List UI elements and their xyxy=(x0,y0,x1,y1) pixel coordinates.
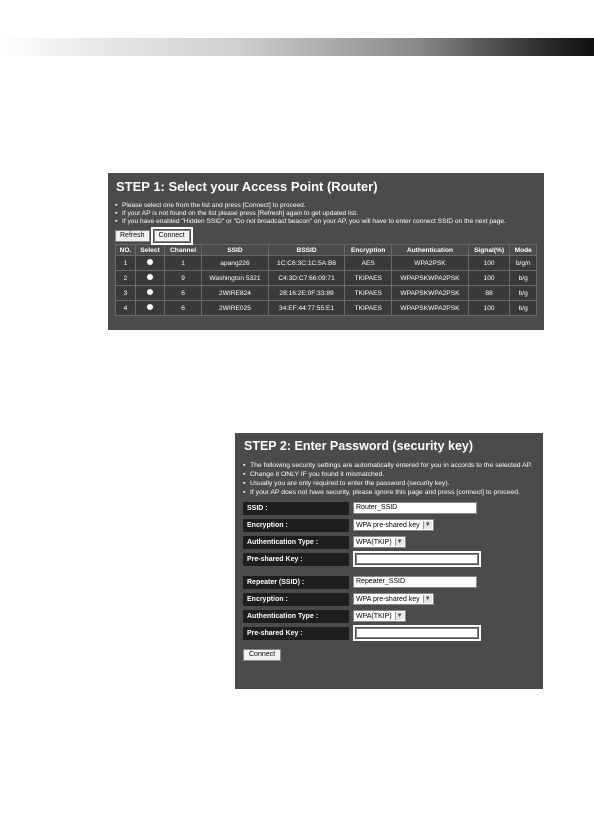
cell-channel: 9 xyxy=(165,271,202,286)
chevron-down-icon: ▼ xyxy=(395,538,404,546)
cell-no: 1 xyxy=(116,256,136,271)
ssid-row xyxy=(243,501,535,515)
cell-mode: b/g xyxy=(510,271,537,286)
step1-title: STEP 1: Select your Access Point (Router) xyxy=(116,179,378,194)
chevron-down-icon: ▼ xyxy=(423,595,432,603)
cell-encryption: AES xyxy=(345,256,392,271)
column-header-bssid: BSSID xyxy=(268,245,344,256)
repeater-encryption-row xyxy=(243,592,535,606)
cell-encryption: TKIPAES xyxy=(345,271,392,286)
cell-signal: 100 xyxy=(468,271,510,286)
column-header-encryption: Encryption xyxy=(345,245,392,256)
repeater-preshared-key-highlight xyxy=(353,625,481,641)
repeater-preshared-key-label: Pre-shared Key : xyxy=(243,627,349,640)
cell-authentication: WPAPSKWPA2PSK xyxy=(392,301,468,316)
step1-bullet: ▪ Please select one from the list and press [Connect] to proceed. xyxy=(115,202,537,210)
step2-panel xyxy=(235,433,543,689)
cell-select xyxy=(135,286,164,301)
step1-bullet: ▪ If your AP is not found on the list please press [Refresh] again to get updated list. xyxy=(115,210,537,218)
cell-signal: 100 xyxy=(468,301,510,316)
preshared-key-row xyxy=(243,552,535,566)
column-header-select: Select xyxy=(135,245,164,256)
select-radio[interactable] xyxy=(147,259,153,265)
step2-title: STEP 2: Enter Password (security key) xyxy=(244,439,474,453)
step2-connect-button[interactable]: Connect xyxy=(243,649,281,661)
preshared-key-label: Pre-shared Key : xyxy=(243,553,349,566)
ssid-label: SSID : xyxy=(243,502,349,515)
cell-no: 2 xyxy=(116,271,136,286)
cell-ssid: 2WIRE824 xyxy=(202,286,269,301)
cell-bssid: 28:16:2E:0F:33:89 xyxy=(268,286,344,301)
repeater-auth-type-select[interactable] xyxy=(353,610,406,622)
ssid-input[interactable]: Router_SSID xyxy=(353,502,477,514)
column-header-signal: Signal(%) xyxy=(468,245,510,256)
preshared-key-highlight xyxy=(353,551,481,567)
access-point-table xyxy=(115,244,537,316)
refresh-button[interactable]: Refresh xyxy=(115,230,150,242)
column-header-channel: Channel xyxy=(165,245,202,256)
step1-instructions xyxy=(115,202,537,226)
cell-ssid: 2WIRE025 xyxy=(202,301,269,316)
auth-type-select-value: WPA(TKIP) xyxy=(356,538,392,546)
cell-encryption: TKIPAES xyxy=(345,301,392,316)
table-row[interactable] xyxy=(116,286,537,301)
step2-bullet: ▪ Usually you are only required to enter the password (security key). xyxy=(243,480,535,488)
cell-no: 4 xyxy=(116,301,136,316)
select-radio[interactable] xyxy=(147,274,153,280)
auth-type-label: Authentication Type : xyxy=(243,536,349,549)
encryption-label: Encryption : xyxy=(243,519,349,532)
preshared-key-input[interactable] xyxy=(356,554,478,564)
cell-channel: 6 xyxy=(165,286,202,301)
repeater-auth-type-row xyxy=(243,609,535,623)
repeater-encryption-label: Encryption : xyxy=(243,593,349,606)
connect-button[interactable]: Connect xyxy=(154,230,190,242)
cell-channel: 6 xyxy=(165,301,202,316)
cell-bssid: 1C:C6:3C:1C:5A:B6 xyxy=(268,256,344,271)
repeater-ssid-label: Repeater (SSID) : xyxy=(243,576,349,589)
cell-mode: b/g xyxy=(510,286,537,301)
cell-bssid: 34:EF:44:77:55:E1 xyxy=(268,301,344,316)
encryption-row xyxy=(243,518,535,532)
step1-bullet: ▪ If you have enabled "Hidden SSID" or "Do not broadcast beacon" on your AP, you will have to enter connect SSID on the next page. xyxy=(115,218,537,226)
table-row[interactable] xyxy=(116,301,537,316)
auth-type-row xyxy=(243,535,535,549)
select-radio[interactable] xyxy=(147,289,153,295)
table-row[interactable] xyxy=(116,271,537,286)
cell-authentication: WPAPSKWPA2PSK xyxy=(392,286,468,301)
encryption-select[interactable] xyxy=(353,519,434,531)
cell-ssid: Washington 5321 xyxy=(202,271,269,286)
cell-bssid: C4:3D:C7:66:09:71 xyxy=(268,271,344,286)
cell-signal: 88 xyxy=(468,286,510,301)
step1-panel xyxy=(108,173,544,330)
cell-authentication: WPA2PSK xyxy=(392,256,468,271)
chevron-down-icon: ▼ xyxy=(423,521,432,529)
cell-no: 3 xyxy=(116,286,136,301)
cell-mode: b/g xyxy=(510,301,537,316)
step1-button-row xyxy=(115,229,537,242)
cell-ssid: apang226 xyxy=(202,256,269,271)
cell-channel: 1 xyxy=(165,256,202,271)
cell-mode: b/g/n xyxy=(510,256,537,271)
cell-authentication: WPAPSKWPA2PSK xyxy=(392,271,468,286)
column-header-no: NO. xyxy=(116,245,136,256)
step2-bullet: ▪ If your AP does not have security, please ignore this page and press [connect] to proceed. xyxy=(243,489,535,497)
cell-signal: 100 xyxy=(468,256,510,271)
repeater-ssid-row xyxy=(243,575,535,589)
repeater-encryption-select[interactable] xyxy=(353,593,434,605)
cell-select xyxy=(135,256,164,271)
cell-select xyxy=(135,271,164,286)
repeater-preshared-key-row xyxy=(243,626,535,640)
column-header-mode: Mode xyxy=(510,245,537,256)
column-header-ssid: SSID xyxy=(202,245,269,256)
column-header-authentication: Authentication xyxy=(392,245,468,256)
repeater-preshared-key-input[interactable] xyxy=(356,628,478,638)
cell-select xyxy=(135,301,164,316)
step2-bullet: ▪ The following security settings are automatically entered for you in accords to the selected AP. xyxy=(243,462,535,470)
table-header-row xyxy=(116,245,537,256)
repeater-ssid-input[interactable]: Repeater_SSID xyxy=(353,576,477,588)
repeater-encryption-select-value: WPA pre-shared key xyxy=(356,595,420,603)
chevron-down-icon: ▼ xyxy=(395,612,404,620)
table-row[interactable] xyxy=(116,256,537,271)
select-radio[interactable] xyxy=(147,304,153,310)
cell-encryption: TKIPAES xyxy=(345,286,392,301)
repeater-auth-type-label: Authentication Type : xyxy=(243,610,349,623)
repeater-auth-type-select-value: WPA(TKIP) xyxy=(356,612,392,620)
step2-instructions xyxy=(243,462,535,497)
auth-type-select[interactable] xyxy=(353,536,406,548)
step2-bullet: ▪ Change it ONLY IF you found it mismatched. xyxy=(243,471,535,479)
header-gradient-band xyxy=(0,38,594,56)
encryption-select-value: WPA pre-shared key xyxy=(356,521,420,529)
